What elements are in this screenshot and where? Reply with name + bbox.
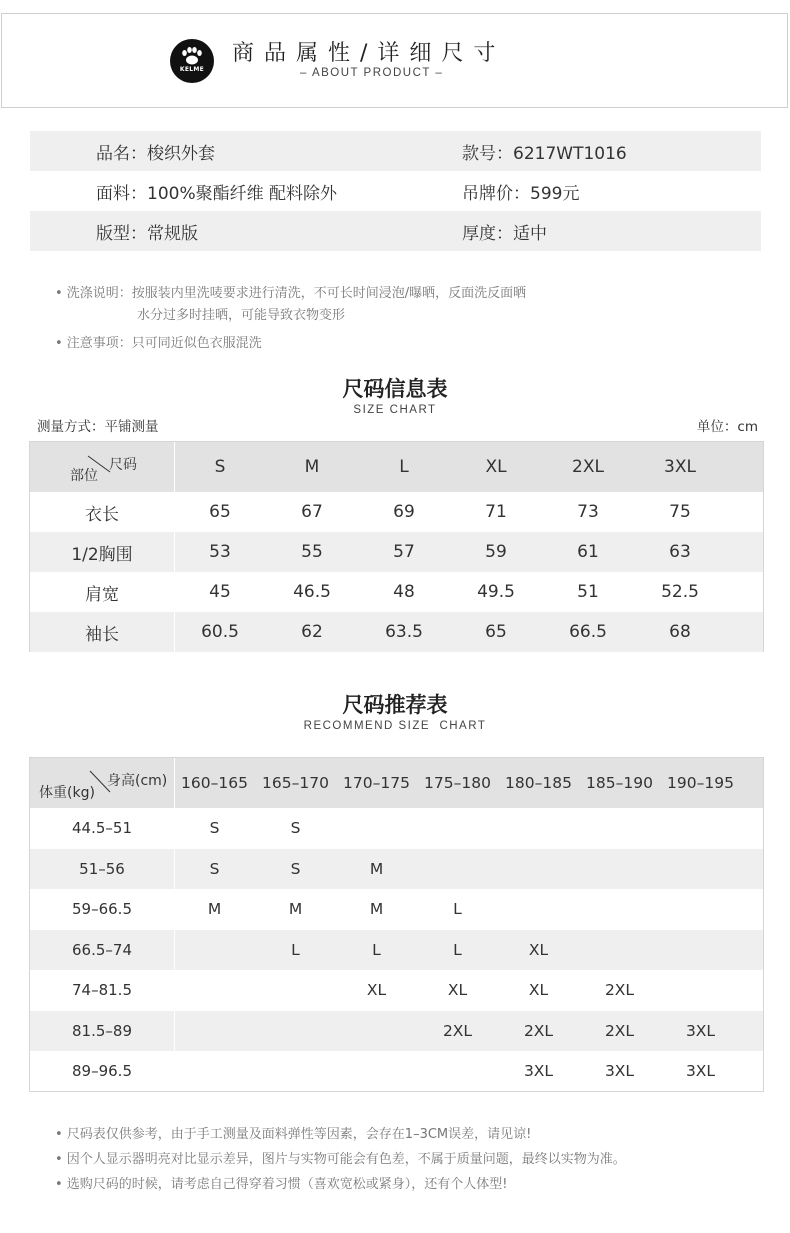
measure-method: 测量方式：平铺测量 bbox=[37, 419, 159, 435]
diagonal-line bbox=[30, 442, 174, 492]
size-chart-title: 尺码信息表 bbox=[342, 377, 448, 401]
table-cell: L bbox=[453, 940, 462, 959]
table-cell: 49.5 bbox=[477, 582, 515, 602]
table-header-row bbox=[30, 758, 763, 808]
height-header: 180–185 bbox=[505, 774, 572, 792]
table-cell: 63 bbox=[669, 542, 691, 562]
info-row bbox=[30, 211, 761, 251]
row-label: 59–66.5 bbox=[72, 900, 132, 919]
row-label: 74–81.5 bbox=[72, 981, 132, 1000]
footer-note: • 因个人显示器明亮对比显示差异，图片与实物可能会有色差，不属于质量问题，最终以实物为准。 bbox=[55, 1152, 626, 1167]
row-label: 51–56 bbox=[79, 859, 125, 878]
table-cell: M bbox=[288, 900, 303, 919]
table-cell: 71 bbox=[485, 502, 507, 522]
table-cell: S bbox=[209, 819, 220, 838]
info-fabric: 面料：100%聚酯纤维 配料除外 bbox=[96, 183, 338, 204]
table-cell: XL bbox=[447, 981, 468, 1000]
height-header: 170–175 bbox=[343, 774, 410, 792]
size-header: 2XL bbox=[572, 457, 604, 477]
page-subtitle: – ABOUT PRODUCT – bbox=[300, 67, 444, 79]
table-cell: XL bbox=[366, 981, 387, 1000]
size-header: 3XL bbox=[664, 457, 696, 477]
size-header: M bbox=[304, 457, 320, 477]
table-row bbox=[30, 1011, 763, 1052]
table-cell: 61 bbox=[577, 542, 599, 562]
table-cell: L bbox=[453, 900, 462, 919]
info-style-no: 款号：6217WT1016 bbox=[462, 143, 627, 164]
info-row bbox=[30, 171, 761, 211]
table-row bbox=[30, 612, 763, 652]
table-cell: S bbox=[209, 859, 220, 878]
wash-note: • 洗涤说明：按服装内里洗唛要求进行清洗，不可长时间浸泡/曝晒，反面洗反面晒 bbox=[55, 286, 527, 301]
table-cell: L bbox=[372, 940, 381, 959]
table-cell: 60.5 bbox=[201, 622, 239, 642]
brand-logo bbox=[170, 39, 214, 83]
recommend-chart-subtitle: RECOMMEND SIZE CHART bbox=[303, 720, 487, 732]
recommend-chart-table bbox=[29, 757, 764, 1092]
table-cell: 59 bbox=[485, 542, 507, 562]
corner-size-label: 尺码 bbox=[109, 457, 137, 473]
table-header-row bbox=[30, 442, 763, 492]
table-row bbox=[30, 889, 763, 930]
row-label: 1/2胸围 bbox=[71, 544, 133, 565]
height-header: 190–195 bbox=[667, 774, 734, 792]
unit-label: 单位：cm bbox=[696, 419, 758, 435]
table-cell: 2XL bbox=[604, 981, 635, 1000]
table-cell: 51 bbox=[577, 582, 599, 602]
info-name: 品名：梭织外套 bbox=[96, 143, 215, 164]
table-cell: XL bbox=[528, 940, 549, 959]
recommend-chart-title: 尺码推荐表 bbox=[342, 693, 448, 717]
table-cell: 3XL bbox=[523, 1062, 554, 1081]
height-header: 175–180 bbox=[424, 774, 491, 792]
table-row bbox=[30, 532, 763, 572]
table-cell: 3XL bbox=[685, 1021, 716, 1040]
table-cell: 53 bbox=[209, 542, 231, 562]
row-label: 66.5–74 bbox=[72, 940, 132, 959]
table-row bbox=[30, 970, 763, 1011]
table-cell: 3XL bbox=[685, 1062, 716, 1081]
table-cell: 48 bbox=[393, 582, 415, 602]
row-label: 袖长 bbox=[85, 624, 119, 645]
info-fit: 版型：常规版 bbox=[96, 223, 198, 244]
table-row bbox=[30, 808, 763, 849]
size-header: L bbox=[399, 457, 409, 477]
info-row bbox=[30, 131, 761, 171]
corner-weight-label: 体重(kg) bbox=[39, 785, 95, 801]
table-cell: M bbox=[369, 859, 384, 878]
info-price: 吊牌价：599元 bbox=[462, 183, 580, 204]
corner-part-label: 部位 bbox=[70, 468, 98, 484]
table-cell: 2XL bbox=[523, 1021, 554, 1040]
table-cell: 65 bbox=[209, 502, 231, 522]
height-header: 185–190 bbox=[586, 774, 653, 792]
table-cell: 2XL bbox=[442, 1021, 473, 1040]
table-cell: 67 bbox=[301, 502, 323, 522]
table-row bbox=[30, 930, 763, 971]
row-label: 衣长 bbox=[85, 504, 119, 525]
table-cell: L bbox=[291, 940, 300, 959]
table-cell: 57 bbox=[393, 542, 415, 562]
table-cell: 52.5 bbox=[661, 582, 699, 602]
table-cell: 55 bbox=[301, 542, 323, 562]
corner-height-label: 身高(cm) bbox=[107, 773, 168, 789]
attention-note: • 注意事项：只可同近似色衣服混洗 bbox=[55, 336, 262, 351]
page-title: 商品属性/详细尺寸 bbox=[232, 41, 506, 66]
table-cell: 45 bbox=[209, 582, 231, 602]
table-cell: XL bbox=[528, 981, 549, 1000]
table-cell: 68 bbox=[669, 622, 691, 642]
brand-name: KELME bbox=[179, 66, 205, 73]
table-row bbox=[30, 849, 763, 890]
paw-icon bbox=[170, 45, 214, 67]
size-chart-subtitle: SIZE CHART bbox=[353, 404, 437, 416]
care-notes bbox=[55, 283, 526, 355]
table-cell: M bbox=[207, 900, 222, 919]
table-cell: 75 bbox=[669, 502, 691, 522]
table-cell: S bbox=[290, 819, 301, 838]
table-row bbox=[30, 1051, 763, 1092]
table-row bbox=[30, 492, 763, 532]
table-cell: 2XL bbox=[604, 1021, 635, 1040]
row-label: 81.5–89 bbox=[72, 1021, 132, 1040]
table-cell: 73 bbox=[577, 502, 599, 522]
table-cell: 66.5 bbox=[569, 622, 607, 642]
table-cell: 3XL bbox=[604, 1062, 635, 1081]
table-cell: 65 bbox=[485, 622, 507, 642]
wash-note-continued: 水分过多时挂晒，可能导致衣物变形 bbox=[137, 308, 346, 323]
table-cell: M bbox=[369, 900, 384, 919]
footer-notes bbox=[55, 1122, 626, 1197]
table-cell: 69 bbox=[393, 502, 415, 522]
table-cell: 46.5 bbox=[293, 582, 331, 602]
row-label: 44.5–51 bbox=[72, 819, 132, 838]
row-label: 肩宽 bbox=[85, 584, 119, 605]
table-cell: 63.5 bbox=[385, 622, 423, 642]
product-info bbox=[30, 131, 761, 251]
footer-note: • 选购尺码的时候，请考虑自己得穿着习惯（喜欢宽松或紧身），还有个人体型! bbox=[55, 1177, 508, 1192]
table-corner bbox=[30, 758, 174, 808]
size-chart-table bbox=[29, 441, 764, 652]
height-header: 160–165 bbox=[181, 774, 248, 792]
table-row bbox=[30, 572, 763, 612]
table-cell: S bbox=[290, 859, 301, 878]
info-thickness: 厚度：适中 bbox=[462, 223, 547, 244]
size-header: S bbox=[214, 457, 226, 477]
table-corner bbox=[30, 442, 174, 492]
table-cell: 62 bbox=[301, 622, 323, 642]
size-header: XL bbox=[485, 457, 507, 477]
row-label: 89–96.5 bbox=[72, 1062, 132, 1081]
height-header: 165–170 bbox=[262, 774, 329, 792]
recommend-table-body bbox=[30, 808, 763, 1092]
footer-note: • 尺码表仅供参考，由于手工测量及面料弹性等因素，会存在1–3CM误差，请见谅! bbox=[55, 1127, 532, 1142]
